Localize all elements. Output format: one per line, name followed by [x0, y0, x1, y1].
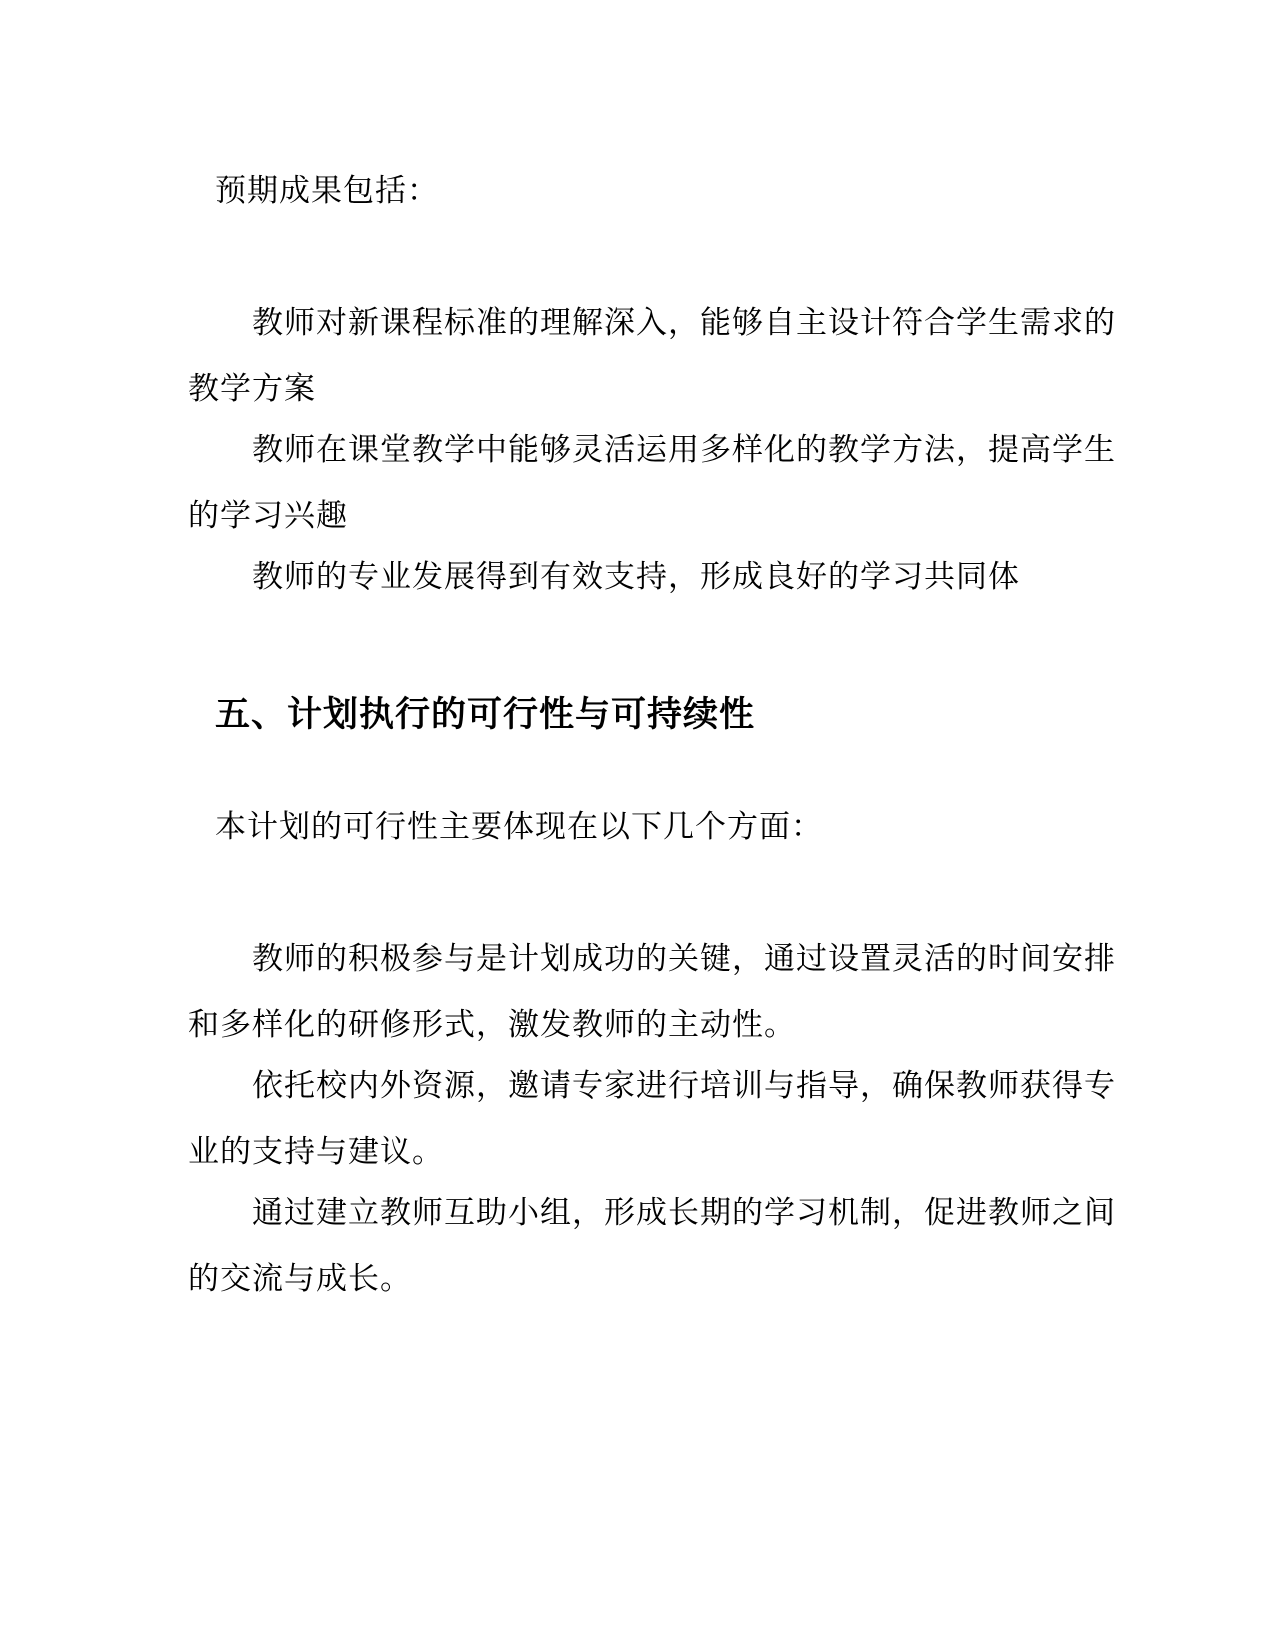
- expected-result-item-1: 教师对新课程标准的理解深入，能够自主设计符合学生需求的教学方案: [188, 305, 1116, 407]
- feasibility-item-3: 通过建立教师互助小组，形成长期的学习机制，促进教师之间的交流与成长。: [188, 1195, 1116, 1297]
- expected-result-item-3: 教师的专业发展得到有效支持，形成良好的学习共同体: [252, 559, 1020, 595]
- expected-result-item-2: 教师在课堂教学中能够灵活运用多样化的教学方法，提高学生的学习兴趣: [188, 432, 1116, 534]
- section-five-heading: 五、计划执行的可行性与可持续性: [215, 695, 756, 735]
- feasibility-item-1: 教师的积极参与是计划成功的关键，通过设置灵活的时间安排和多样化的研修形式，激发教师的主动性。: [188, 941, 1116, 1043]
- feasibility-intro: 本计划的可行性主要体现在以下几个方面：: [215, 809, 823, 845]
- feasibility-item-2: 依托校内外资源，邀请专家进行培训与指导，确保教师获得专业的支持与建议。: [188, 1068, 1116, 1170]
- expected-results-intro: 预期成果包括：: [215, 173, 439, 209]
